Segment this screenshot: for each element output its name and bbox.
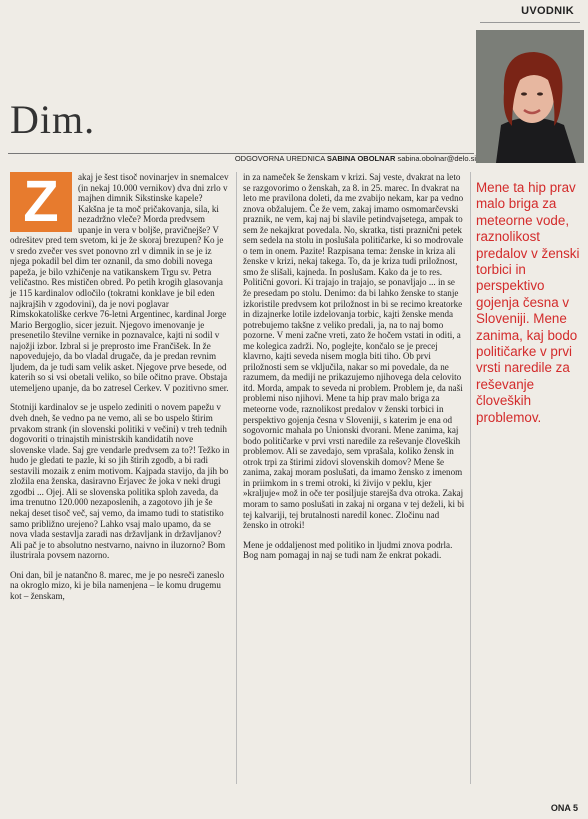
paragraph <box>10 169 230 393</box>
byline-name: SABINA OBOLNAR <box>326 154 396 163</box>
column-divider <box>470 172 471 784</box>
drop-cap: Z <box>10 172 72 232</box>
paragraph: in za nameček še ženskam v krizi. Saj veste, dvakrat na leto se razgovorimo o ženskah, za 8. in 25. marec. In dvakrat na leto me pravilona doleti, da me zvabijo nekam, kar pa vedno znova obžalujem. Če že vem, zakaj imamo osmomarčevski praznik, ne vem, kaj naj bi slavile petindvajsetega, ampak to sem že nekajkrat povedala. No, skratka, tisti praznični petek sem sedela na stolu in poslušala političarke, ki so modrovale o tem in onem. Pazite! Razpisana tema: ženske in kriza ali ženske v krizi, nekaj takega. To, da je kriza tudi priložnost, smo že slišali, kajneda. In poslušam. Kako da je to res. Politični govori. Ki trajajo in trajajo, se ponavljajo ... in se že presedam po stolu. Denimo: da bi lahko ženske to stanje izkoristile predvsem kot priložnost in bi se recimo kreatorke in dizajnerke lotile izdelovanja torbic, kajti ženske menda potrebujemo takšne z veliko predali, ja, na to naj bomo pozorne. V meni začne vreti, zato že hočem vstati in oditi, a me kolegica zadrži. No, poglejte, končalo se je precej klavrno, kajti seveda nisem mogla biti tiho. Ob prvi priložnosti sem se vključila, nakar so mi povedale, da ne razumem, da mediji ne prikazujemo njihovega dela celovito itd. Morda, ampak to seveda ni problem. Problem je, da naši problemi niso njihovi. Mene ta hip prav malo briga za meteorne vode, raznolikost predalov v ženski torbici in perspektivo gojenja česna v Sloveniji, s katerim je ena od sogovornic mahala po Unionski dvorani. Mene zanima, kaj bodo političarke v prvi vrsti naredile za reševanje človeških problemov. Ali se zavedajo, sem vprašala, koliko žensk in otrok trpi za štirimi zidovi slovenskih domov? Mene še zanima, zakaj moram poslušati, da imamo žensko z imenom in priimkom in s tremi otroki, ki živijo v peklu, kjer »kraljuje« mož in oče ter posiljuje starejša dva otroka. Zakaj moram to samo poslušati in zakaj ni organa v tej deželi, ki bi tej kalvariji, tej brutalnosti naredil konec. Zločinu nad žensko in otroki! <box>243 172 465 531</box>
article-column-1 <box>10 169 230 610</box>
article-column-2 <box>243 172 465 570</box>
byline-email: sabina.obolnar@delo.si <box>397 154 476 163</box>
column-divider <box>236 172 237 784</box>
pull-quote: Mene ta hip prav malo briga za meteorne vode, raznolikost predalov v ženski torbici in perspektivo gojenja česna v Sloveniji. Mene zanima, kaj bodo političarke v prvi vrsti naredile za reševanje človeških problemov. <box>476 180 580 425</box>
byline <box>235 154 476 163</box>
paragraph: Stotniji kardinalov se je uspelo zediniti o novem papežu v dveh dneh, še vedno pa ne vemo, ali se bo uspelo štirim prvakom strank (in slovenski politiki v večini) v treh tednih dogovoriti o trinajstih ministrskih kandidatih nove slovenske vlade. Saj gre vendarle predvsem za to?! Težko in hudo je gledati te pazle, ki so jih štirih zgodb, a bi radi sestavili mozaik z enim motivom. Kajpada stavijo, da jih bo zložila ena ženska, dasiravno Erjavec že joka v neki drugi zgodbi ... Ojej. Ali se slovenska politika sploh zaveda, da ima trenutno 120.000 nezaposlenih, a zagotovo jih je še nekaj deset tisoč več, saj vemo, da imamo tudi to statistiko samo približno urejeno? Lahko vsaj malo upamo, da se nova vlada sestavlja zaradi nas državljank in državljanov? Ali pač je to absolutno nestvarno, naivno in iluzorno? Bom ilustrirala povsem nazorno. <box>10 402 230 561</box>
rubric-divider <box>480 22 580 23</box>
byline-role: ODGOVORNA UREDNICA <box>234 154 325 163</box>
author-photo <box>476 30 584 163</box>
article-title: Dim. <box>10 97 96 142</box>
paragraph-text: akaj je šest tisoč novinarjev in snemalcev (in nekaj 10.000 vernikov) dva dni zrlo v majhen dimnik Sikstinske kapele? Kakšna je ta moč pričakovanja, sila, ki nezadržno vleče? Morda predvsem upanje in vera v boljše, pravičnejše? V odrešitev pred tem svetom, ki je že skoraj brezupen? Ko je v sredo zvečer ves svet ponovno zrl v dimnik in se je iz njega pokadil bel dim ter oznanil, da smo dobili novega papeža, je bilo vzhičenje na vatikanskem Trgu sv. Petra veličastno. Res mističen obred. Po petih krogih glasovanja je 115 kardinalov odločilo (tokratni konklave je bil eden najkrajših v zgodovini), da je novi poglavar Rimskokatoliške cerkve 76-letni Argentinec, kardinal Jorge Mario Bergoglio, sicer jezuit. Njegovo imenovanje je presenetilo številne vernike in poznavalce, kajti ni sodil v najožji izbor. Izbral si je preprosto ime Frančišek. In že napovedujejo, da bo vladal drugače, da je predan revnim ljudem, da je tudi sam velik asket. Njegove prve besede, od katerih so si vsi obetali veliko, so bile očitno prave. Obstaja utemeljeno upanje, da bo zatresel Cerkev. V pozitivno smer. <box>10 172 229 393</box>
paragraph: Oni dan, bil je natančno 8. marec, me je po nesreči zaneslo na okroglo mizo, ki je bila namenjena – le komu drugemu kot – ženskam, <box>10 569 225 601</box>
paragraph: Bog nam pomagaj in naj se tudi nam že enkrat pokadi. <box>243 550 442 561</box>
section-label: UVODNIK <box>521 5 574 17</box>
paragraph: Mene je oddaljenost med politiko in ljudmi znova podrla. <box>243 539 453 550</box>
page-footer: ONA 5 <box>550 803 578 813</box>
